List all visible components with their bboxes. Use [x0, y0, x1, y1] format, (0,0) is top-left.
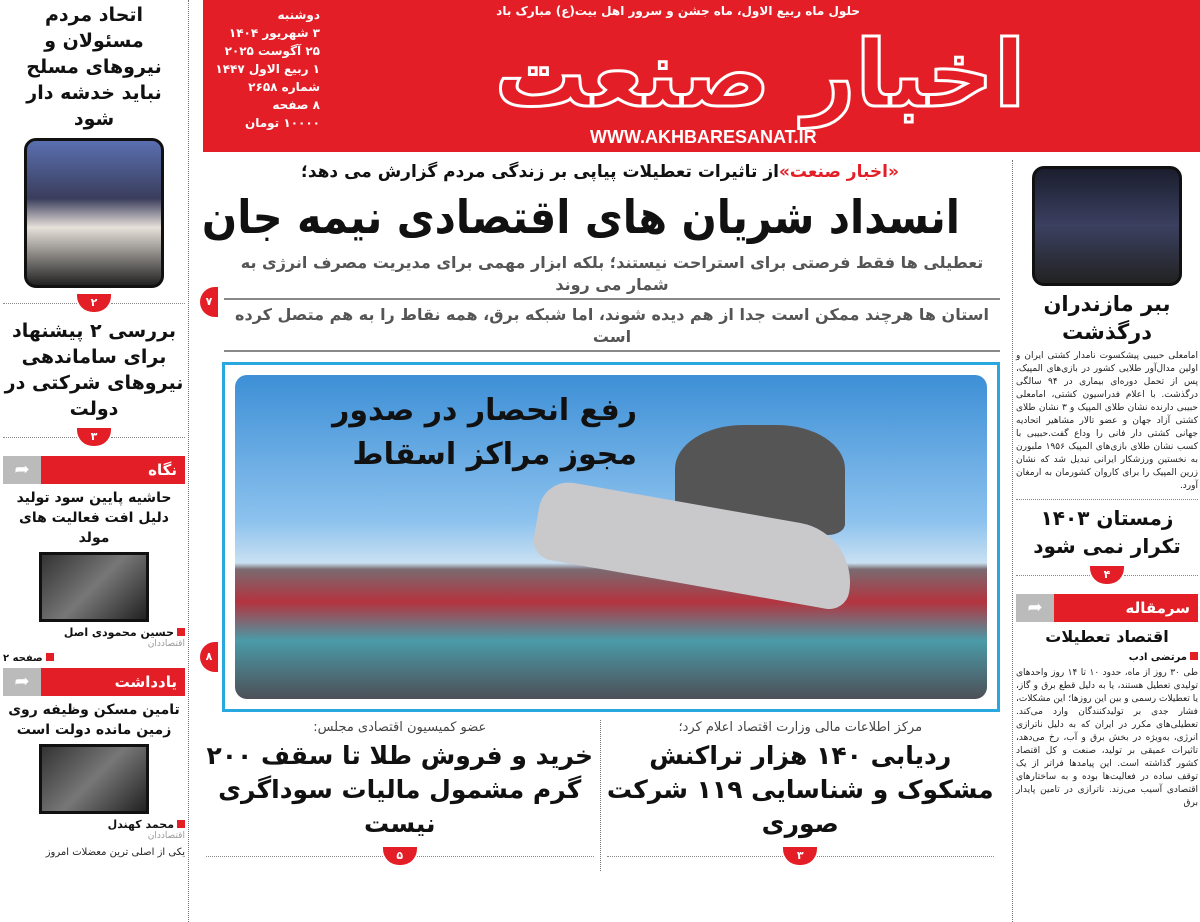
photo-story[interactable]	[222, 362, 1000, 712]
scrapyard-photo	[235, 375, 987, 699]
date-solar: ۳ شهریور ۱۴۰۴	[228, 26, 320, 40]
story-headline: خرید و فروش طلا تا سقف ۲۰۰ گرم مشمول مالیات سوداگری نیست	[206, 741, 594, 838]
occasion-banner: حلول ماه ربیع الاول، ماه جشن و سرور اهل بیت(ع) مبارک باد	[496, 4, 860, 18]
obit-headline[interactable]: ببر مازندران درگذشت	[1043, 292, 1171, 344]
wrestler-photo	[1032, 166, 1182, 286]
page-badge: ۳	[783, 847, 817, 865]
yaddasht-body: یکی از اصلی ترین معضلات امروز	[45, 847, 185, 858]
divider	[188, 0, 189, 922]
badge-row	[3, 428, 185, 446]
lead-headline[interactable]: انسداد شریان های اقتصادی نیمه جان	[201, 190, 960, 244]
author-name: حسین محمودی اصل	[3, 626, 185, 639]
bottom-stories	[200, 720, 1000, 871]
lead-subheadline-2: استان ها هرچند ممکن است جدا از هم دیده شوند، اما شبکه برق، همه نقاط را به هم متصل کرده است	[224, 304, 1000, 352]
author-role: اقتصاددان	[147, 639, 185, 649]
arrow-icon: ➦	[1016, 594, 1054, 622]
section-header-yaddasht	[3, 668, 185, 696]
section-label: نگاه	[41, 456, 185, 484]
left-story-2-headline[interactable]: بررسی ۲ پیشنهاد برای ساماندهی نیروهای شرکتی در دولت	[4, 320, 184, 420]
arrow-icon: ➦	[3, 668, 41, 696]
date-lunar: ۱ ربیع الاول ۱۴۴۷	[215, 62, 320, 76]
section-label: یادداشت	[41, 668, 185, 696]
divider	[1016, 499, 1198, 500]
story-kicker: مرکز اطلاعات مالی وزارت اقتصاد اعلام کرد؛	[678, 720, 923, 735]
story-kicker: عضو کمیسیون اقتصادی مجلس:	[313, 720, 487, 735]
page-badge: ۳	[77, 428, 111, 446]
lead-subheadlines	[200, 252, 1000, 352]
arrow-icon: ➦	[3, 456, 41, 484]
divider	[206, 856, 383, 857]
divider	[3, 303, 77, 304]
right-story-2-headline[interactable]: زمستان ۱۴۰۳ تکرار نمی شود	[1033, 506, 1181, 558]
section-label: سرمقاله	[1054, 594, 1198, 622]
divider	[607, 856, 784, 857]
sublines	[224, 252, 1000, 352]
divider	[111, 437, 185, 438]
editorial-body: طی ۳۰ روز از ماه، حدود ۱۰ تا ۱۴ روز واحدهای تولیدی تعطیل هستند، یا به دلیل قطع برق و گاز، یا تعطیلات رسمی و بین این روزها؛ این مشکلات، فشار جدی بر تولیدکنندگان وارد می‌کند. تعطیلی‌های مکرر در ایران که به دلیل ناترازی انرژی، به‌ویژه در بخش برق و آب، رخ می‌دهد، تاثیرات عمیقی بر تولید، صنعت و کل اقتصاد کشور گذاشته است. این پیامدها فراتر از یک توقف ساده در فعالیت‌ها بوده و به ساختارهای اقتصادی آسیب می‌زند. ناترازی در تامین پایدار برق	[1016, 668, 1199, 808]
author-name: محمد کهندل	[3, 818, 185, 831]
issue-info	[210, 6, 320, 132]
photo-row	[200, 362, 1000, 712]
author-photo	[39, 552, 149, 622]
divider	[1016, 575, 1090, 576]
section-header-negah	[3, 456, 185, 484]
kicker-text: از تاثیرات تعطیلات پیاپی بر زندگی مردم گزارش می دهد؛	[301, 162, 779, 182]
editorial-author: مرتضی ادب	[1016, 652, 1198, 663]
bottom-story-1[interactable]	[601, 720, 1001, 871]
right-column	[1016, 166, 1198, 810]
badge-row	[1016, 566, 1198, 584]
issue-number: شماره ۲۶۵۸	[248, 80, 320, 94]
kicker-source: «اخبار صنعت»	[778, 162, 899, 182]
obit-body: امامعلی حبیبی پیشکسوت نامدار کشتی ایران و اولین مدال‌آور طلایی کشور در بازی‌های المپیک، پس از تحمل دوره‌ای بیماری در ۹۴ سالگی درگذشت. با اعلام فدراسیون کشتی، امامعلی حبیبی دارنده نشان طلای المپیک و ۳ نشان طلای کشتی آزاد جهان و عضو تالار مشاهیر اتحادیه جهانی کشتی دار فانی را وداع گفت.حبیبی با کسب نشان طلای بازی‌های المپیک ۱۹۵۶ ملبورن به نخستین ورزشکار ایرانی تبدیل شد که نشان زرین المپیک را برای کاروان کشورمان به ارمغان آورد.	[1016, 351, 1198, 491]
divider	[417, 856, 594, 857]
divider	[1124, 575, 1198, 576]
divider	[111, 303, 185, 304]
story-headline: ردیابی ۱۴۰ هزار تراکنش مشکوک و شناسایی ۱۱۹ شرکت صوری	[606, 741, 994, 838]
page-count: ۸ صفحه	[272, 98, 320, 112]
badge-row	[206, 847, 594, 865]
divider	[817, 856, 994, 857]
photo-story-title: رفع انحصار در صدور مجوز مراکز اسقاط	[332, 393, 637, 472]
center-column	[200, 162, 1000, 871]
lead-kicker	[200, 162, 1000, 182]
date-gregorian: ۲۵ آگوست ۲۰۲۵	[224, 44, 320, 58]
section-header-editorial	[1016, 594, 1198, 622]
page-badge: ۸	[200, 642, 218, 672]
author-photo	[39, 744, 149, 814]
page-badge: ۲	[77, 294, 111, 312]
divider	[1012, 160, 1013, 922]
bottom-story-2[interactable]	[200, 720, 600, 871]
badge-row	[3, 294, 185, 312]
newspaper-logo: اخبار صنعت	[494, 21, 1026, 128]
negah-headline[interactable]: حاشیه پایین سود تولید دلیل افت فعالیت های مولد	[16, 490, 172, 546]
author-role: اقتصاددان	[147, 831, 185, 841]
yaddasht-headline[interactable]: تامین مسکن وظیفه روی زمین مانده دولت است	[8, 702, 180, 738]
editorial-headline[interactable]: اقتصاد تعطیلات	[1045, 627, 1169, 646]
lead-subheadline-1: تعطیلی ها فقط فرصتی برای استراحت نیستند؛ بلکه ابزار مهمی برای مدیریت مصرف انرژی به شمار می روند	[224, 252, 1000, 300]
website-url[interactable]: WWW.AKHBARESANAT.IR	[590, 127, 817, 147]
page-badge: ۷	[200, 287, 218, 317]
leader-photo	[24, 138, 164, 288]
left-column	[3, 2, 185, 860]
badge-row	[607, 847, 995, 865]
page-reference: صفحه ۲	[3, 653, 185, 664]
page-badge: ۴	[1090, 566, 1124, 584]
page-badge: ۵	[383, 847, 417, 865]
divider	[3, 437, 77, 438]
weekday: دوشنبه	[277, 8, 320, 22]
left-story-1-headline[interactable]: اتحاد مردم مسئولان و نیروهای مسلح نباید خدشه دار شود	[26, 4, 162, 130]
price: ۱۰۰۰۰ تومان	[244, 116, 320, 130]
